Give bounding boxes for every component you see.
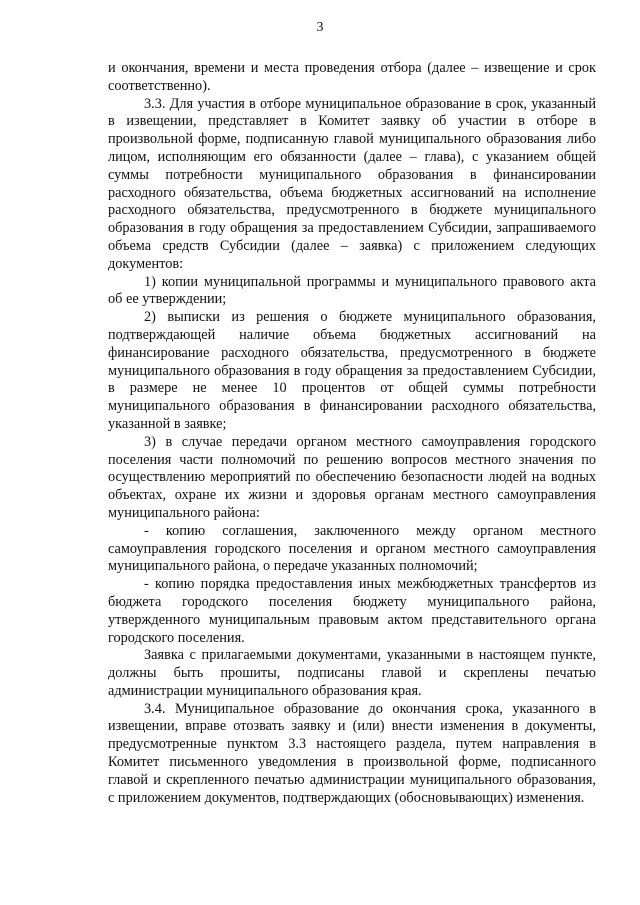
sub-item-procedure: - копию порядка предоставления иных межбюджетных трансфертов из бюджета городского поселения бюджету муниципального района, утвержденного муниципальным правовым актом представительного органа городского поселения. <box>108 576 596 646</box>
paragraph-application-requirements: Заявка с прилагаемыми документами, указанными в настоящем пункте, должны быть прошиты, подписаны главой и скреплены печатью администрации муниципального образования края. <box>108 647 596 699</box>
list-item-1: 1) копии муниципальной программы и муниципального правового акта об ее утверждении; <box>108 273 596 308</box>
page-number: 3 <box>316 20 324 35</box>
sub-item-agreement: - копию соглашения, заключенного между органом местного самоуправления городского поселения и органом местного самоуправления муниципального района, о передаче указанных полномочий; <box>108 522 596 575</box>
list-item-3: 3) в случае передачи органом местного самоуправления городского поселения части полномочий по решению вопросов местного значения по осуществлению мероприятий по обеспечению безопасности людей на водных объектах, охране их жизни и здоровья органам местного самоуправления муниципального района: <box>108 433 596 521</box>
paragraph-continuation: и окончания, времени и места проведения отбора (далее – извещение и срок соответственно). <box>108 60 596 94</box>
document-body <box>108 60 596 807</box>
paragraph-3-3: 3.3. Для участия в отборе муниципальное образование в срок, указанный в извещении, представляет в Комитет заявку об участии в отборе в произвольной форме, подписанную главой муниципального образования либо лицом, исполняющим его обязанности (далее – глава), с указанием общей суммы потребности муниципального образования в финансировании расходного обязательства, объема бюджетных ассигнований на исполнение расходного обязательства, предусмотренного в бюджете муниципального образования в году обращения за предоставлением Субсидии, запрашиваемого объема средств Субсидии (далее – заявка) с приложением следующих документов: <box>108 95 596 272</box>
list-item-2: 2) выписки из решения о бюджете муниципального образования, подтверждающей наличие объема бюджетных ассигнований на финансирование расходного обязательства, предусмотренного в бюджете муниципального образования в году обращения за предоставлением Субсидии, в размере не менее 10 процентов от общей суммы потребности муниципального образования в финансировании расходного обязательства, указанной в заявке; <box>108 309 596 432</box>
paragraph-3-4: 3.4. Муниципальное образование до окончания срока, указанного в извещении, вправе отозвать заявку и (или) внести изменения в документы, предусмотренные пунктом 3.3 настоящего раздела, путем направления в Комитет письменного уведомления в произвольной форме, подписанного главой и скрепленного печатью администрации муниципального образования, с приложением документов, подтверждающих (обосновывающих) изменения. <box>108 700 596 806</box>
